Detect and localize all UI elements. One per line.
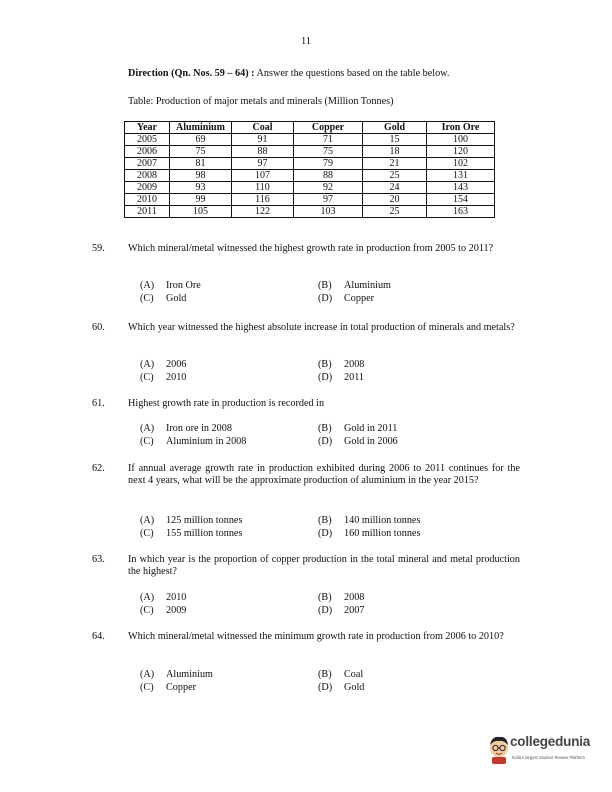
header-year: Year bbox=[125, 122, 170, 134]
cell-gold: 20 bbox=[363, 194, 427, 206]
option-b[interactable] bbox=[318, 280, 391, 292]
option-text: 2008 bbox=[344, 592, 365, 603]
page-number: 11 bbox=[300, 36, 312, 47]
option-b[interactable] bbox=[318, 592, 364, 604]
option-label: (A) bbox=[140, 423, 155, 434]
question-number: 60. bbox=[92, 322, 105, 333]
option-label: (B) bbox=[318, 515, 332, 526]
cell-aluminium: 105 bbox=[170, 206, 232, 218]
option-text: 2011 bbox=[344, 372, 364, 383]
question-number: 61. bbox=[92, 398, 105, 409]
option-text: 155 million tonnes bbox=[166, 528, 243, 539]
cell-iron-ore: 143 bbox=[427, 182, 495, 194]
option-a[interactable] bbox=[140, 359, 186, 371]
cell-year: 2005 bbox=[125, 134, 170, 146]
cell-copper: 79 bbox=[294, 158, 363, 170]
option-b[interactable] bbox=[318, 359, 364, 371]
option-text: Iron Ore bbox=[166, 280, 201, 291]
cell-coal: 116 bbox=[232, 194, 294, 206]
question-text: Which year witnessed the highest absolute increase in total production of minerals and metals? bbox=[128, 322, 515, 333]
table-row bbox=[125, 194, 495, 206]
cell-copper: 97 bbox=[294, 194, 363, 206]
table-row bbox=[125, 158, 495, 170]
question-text: Which mineral/metal witnessed the highest growth rate in production from 2005 to 2011? bbox=[128, 243, 494, 254]
table-caption: Table: Production of major metals and minerals (Million Tonnes) bbox=[128, 96, 394, 107]
option-a[interactable] bbox=[140, 669, 213, 681]
direction-label: Direction (Qn. Nos. 59 – 64) : bbox=[128, 68, 255, 79]
option-c[interactable] bbox=[140, 293, 186, 305]
option-label: (C) bbox=[140, 372, 154, 383]
cell-gold: 15 bbox=[363, 134, 427, 146]
cell-copper: 75 bbox=[294, 146, 363, 158]
option-a[interactable] bbox=[140, 423, 232, 435]
cell-coal: 88 bbox=[232, 146, 294, 158]
option-c[interactable] bbox=[140, 528, 242, 540]
cell-iron-ore: 163 bbox=[427, 206, 495, 218]
question-text: If annual average growth rate in production exhibited during 2006 to 2011 continues for the next 4 years, what will be the approximate production of aluminium in the year 2015? bbox=[128, 463, 520, 486]
option-b[interactable] bbox=[318, 423, 397, 435]
option-text: Gold bbox=[166, 293, 187, 304]
option-label: (A) bbox=[140, 592, 155, 603]
logo-name: collegedunia bbox=[510, 734, 591, 749]
cell-iron-ore: 131 bbox=[427, 170, 495, 182]
option-c[interactable] bbox=[140, 682, 196, 694]
option-d[interactable] bbox=[318, 605, 364, 617]
cell-copper: 92 bbox=[294, 182, 363, 194]
cell-gold: 25 bbox=[363, 170, 427, 182]
option-a[interactable] bbox=[140, 592, 186, 604]
option-text: Copper bbox=[344, 293, 374, 304]
table-row bbox=[125, 170, 495, 182]
option-d[interactable] bbox=[318, 528, 420, 540]
header-iron-ore: Iron Ore bbox=[427, 122, 495, 134]
option-label: (D) bbox=[318, 372, 333, 383]
cell-year: 2007 bbox=[125, 158, 170, 170]
cell-aluminium: 81 bbox=[170, 158, 232, 170]
option-text: 2009 bbox=[166, 605, 187, 616]
option-label: (A) bbox=[140, 280, 155, 291]
option-label: (A) bbox=[140, 515, 155, 526]
option-text: Gold bbox=[344, 682, 365, 693]
option-label: (A) bbox=[140, 359, 155, 370]
question-number: 62. bbox=[92, 463, 105, 474]
option-a[interactable] bbox=[140, 280, 201, 292]
option-d[interactable] bbox=[318, 372, 364, 384]
option-label: (C) bbox=[140, 682, 154, 693]
option-text: 2010 bbox=[166, 372, 187, 383]
table-row bbox=[125, 146, 495, 158]
option-c[interactable] bbox=[140, 436, 246, 448]
cell-year: 2010 bbox=[125, 194, 170, 206]
header-aluminium: Aluminium bbox=[170, 122, 232, 134]
option-text: 2006 bbox=[166, 359, 187, 370]
cell-aluminium: 99 bbox=[170, 194, 232, 206]
cell-gold: 18 bbox=[363, 146, 427, 158]
header-coal: Coal bbox=[232, 122, 294, 134]
option-label: (B) bbox=[318, 669, 332, 680]
table-row bbox=[125, 182, 495, 194]
cell-year: 2006 bbox=[125, 146, 170, 158]
cell-coal: 97 bbox=[232, 158, 294, 170]
cell-year: 2011 bbox=[125, 206, 170, 218]
cell-iron-ore: 154 bbox=[427, 194, 495, 206]
cell-year: 2008 bbox=[125, 170, 170, 182]
option-label: (B) bbox=[318, 359, 332, 370]
question-number: 63. bbox=[92, 554, 105, 565]
option-text: Gold in 2011 bbox=[344, 423, 398, 434]
option-text: Gold in 2006 bbox=[344, 436, 398, 447]
option-c[interactable] bbox=[140, 372, 186, 384]
question-number: 59. bbox=[92, 243, 105, 254]
option-text: 140 million tonnes bbox=[344, 515, 421, 526]
cell-coal: 110 bbox=[232, 182, 294, 194]
option-label: (B) bbox=[318, 280, 332, 291]
cell-year: 2009 bbox=[125, 182, 170, 194]
question-text: Which mineral/metal witnessed the minimum growth rate in production from 2006 to 2010? bbox=[128, 631, 504, 642]
option-label: (D) bbox=[318, 293, 333, 304]
option-a[interactable] bbox=[140, 515, 242, 527]
direction bbox=[128, 68, 449, 79]
option-d[interactable] bbox=[318, 293, 374, 305]
option-text: Iron ore in 2008 bbox=[166, 423, 232, 434]
option-label: (D) bbox=[318, 682, 333, 693]
question-text: In which year is the proportion of copper production in the total mineral and metal production the highest? bbox=[128, 554, 520, 577]
cell-copper: 71 bbox=[294, 134, 363, 146]
option-text: 160 million tonnes bbox=[344, 528, 421, 539]
option-label: (B) bbox=[318, 592, 332, 603]
question-text: Highest growth rate in production is recorded in bbox=[128, 398, 325, 409]
cell-iron-ore: 100 bbox=[427, 134, 495, 146]
cell-coal: 122 bbox=[232, 206, 294, 218]
option-text: 2008 bbox=[344, 359, 365, 370]
option-d[interactable] bbox=[318, 682, 364, 694]
cell-copper: 103 bbox=[294, 206, 363, 218]
cell-gold: 24 bbox=[363, 182, 427, 194]
option-text: 2007 bbox=[344, 605, 365, 616]
cell-coal: 91 bbox=[232, 134, 294, 146]
table-row bbox=[125, 134, 495, 146]
option-label: (C) bbox=[140, 528, 154, 539]
cell-aluminium: 98 bbox=[170, 170, 232, 182]
production-table bbox=[124, 121, 495, 218]
table-header-row bbox=[125, 122, 495, 134]
option-label: (C) bbox=[140, 605, 154, 616]
option-label: (D) bbox=[318, 436, 333, 447]
option-text: 125 million tonnes bbox=[166, 515, 243, 526]
mascot-icon bbox=[488, 734, 510, 764]
option-label: (C) bbox=[140, 293, 154, 304]
option-b[interactable] bbox=[318, 669, 363, 681]
cell-aluminium: 69 bbox=[170, 134, 232, 146]
direction-text: Answer the questions based on the table below. bbox=[254, 68, 450, 79]
logo-tagline: India's largest Student Review Platform bbox=[512, 755, 585, 760]
option-text: Coal bbox=[344, 669, 364, 680]
option-label: (D) bbox=[318, 528, 333, 539]
cell-gold: 21 bbox=[363, 158, 427, 170]
collegedunia-logo[interactable] bbox=[488, 734, 606, 774]
option-label: (D) bbox=[318, 605, 333, 616]
cell-copper: 88 bbox=[294, 170, 363, 182]
option-text: Aluminium in 2008 bbox=[166, 436, 247, 447]
cell-iron-ore: 120 bbox=[427, 146, 495, 158]
option-text: 2010 bbox=[166, 592, 187, 603]
cell-iron-ore: 102 bbox=[427, 158, 495, 170]
header-gold: Gold bbox=[363, 122, 427, 134]
cell-gold: 25 bbox=[363, 206, 427, 218]
option-text: Aluminium bbox=[344, 280, 391, 291]
cell-coal: 107 bbox=[232, 170, 294, 182]
question-number: 64. bbox=[92, 631, 105, 642]
option-label: (C) bbox=[140, 436, 154, 447]
option-text: Aluminium bbox=[166, 669, 213, 680]
header-copper: Copper bbox=[294, 122, 363, 134]
cell-aluminium: 75 bbox=[170, 146, 232, 158]
option-d[interactable] bbox=[318, 436, 398, 448]
table-row bbox=[125, 206, 495, 218]
option-label: (B) bbox=[318, 423, 332, 434]
option-b[interactable] bbox=[318, 515, 420, 527]
cell-aluminium: 93 bbox=[170, 182, 232, 194]
option-text: Copper bbox=[166, 682, 196, 693]
option-label: (A) bbox=[140, 669, 155, 680]
option-c[interactable] bbox=[140, 605, 186, 617]
